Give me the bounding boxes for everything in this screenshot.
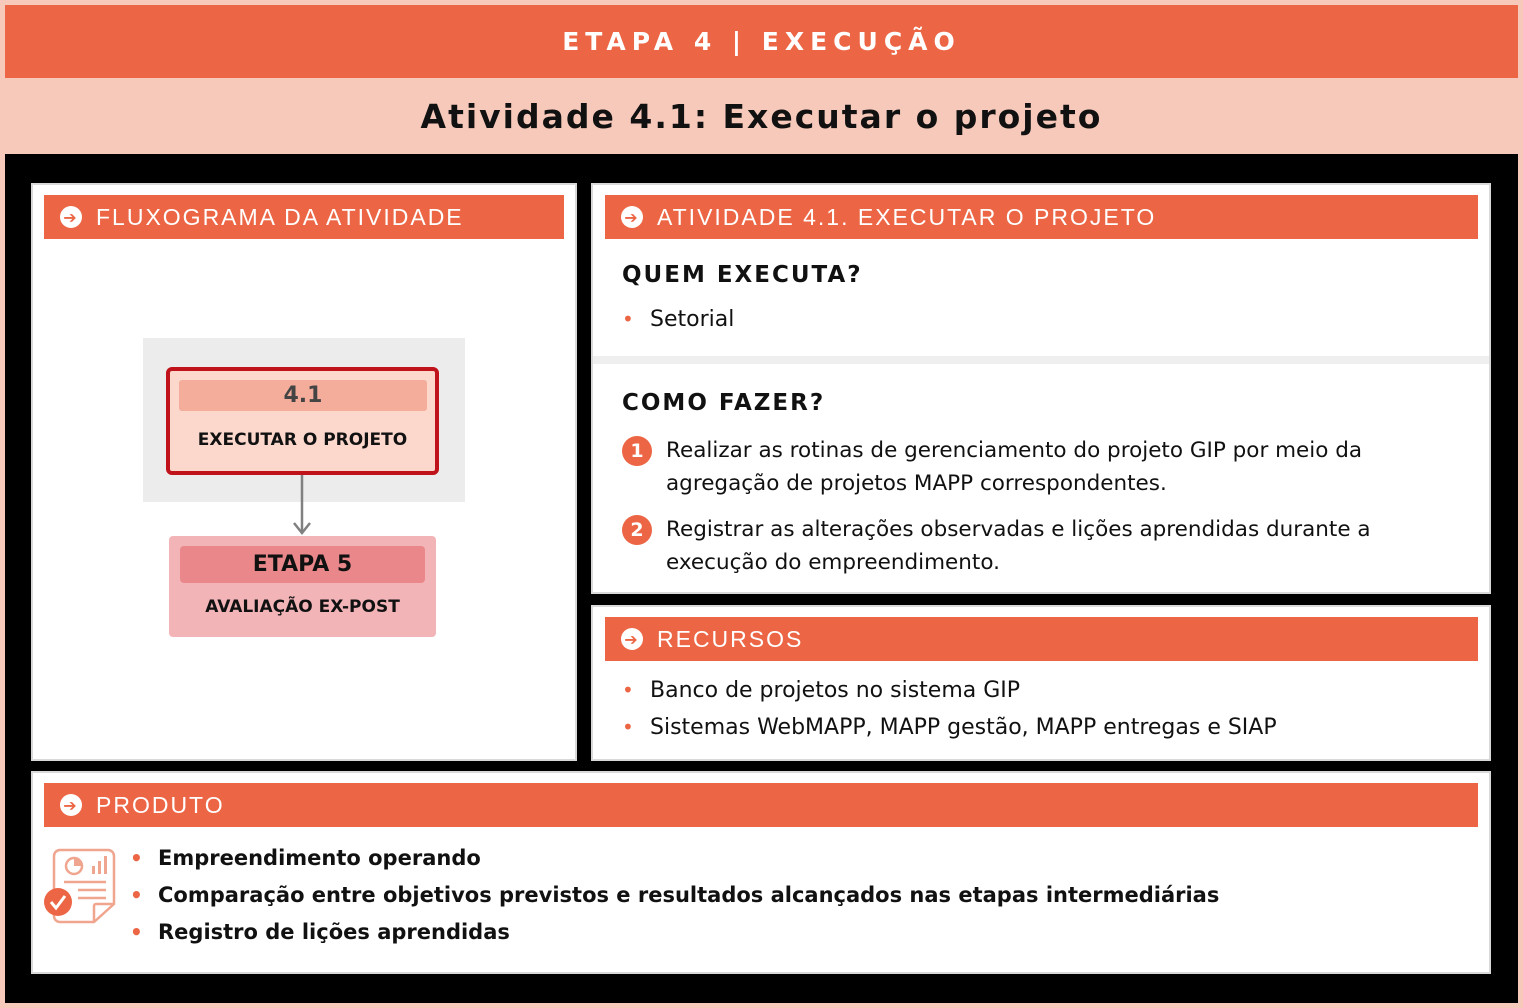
flow-node-next-number: ETAPA 5 [180, 546, 425, 583]
list-item: • Empreendimento operando [130, 846, 1219, 870]
resources-title: RECURSOS [657, 625, 804, 652]
arrow-right-circle-icon: ➔ [60, 794, 82, 816]
step-item [622, 434, 1422, 500]
flow-node-current [166, 367, 439, 475]
activity-title: Atividade 4.1: Executar o projeto [5, 78, 1518, 154]
step-number: 2 [622, 515, 652, 545]
flow-node-current-number: 4.1 [179, 380, 427, 411]
list-item: • Registro de lições aprendidas [130, 920, 1219, 944]
stage-banner: ETAPA 4 | EXECUÇÃO [5, 5, 1518, 78]
flowchart-header [44, 195, 564, 239]
activity-divider [593, 356, 1489, 364]
product-title: PRODUTO [96, 791, 225, 818]
list-item: • Sistemas WebMAPP, MAPP gestão, MAPP entregas e SIAP [622, 715, 1277, 740]
arrow-right-circle-icon: ➔ [621, 206, 643, 228]
list-item: • Banco de projetos no sistema GIP [622, 678, 1277, 703]
report-document-icon [42, 846, 122, 926]
who-title: QUEM EXECUTA? [622, 262, 863, 288]
how-title: COMO FAZER? [622, 390, 826, 416]
activity-header [605, 195, 1478, 239]
who-list [622, 307, 734, 332]
flow-arrow [290, 475, 314, 537]
step-item [622, 513, 1422, 579]
list-item: • Setorial [622, 307, 734, 332]
product-header [44, 783, 1478, 827]
flow-node-current-label: EXECUTAR O PROJETO [197, 430, 408, 450]
step-text: Registrar as alterações observadas e lições aprendidas durante a execução do empreendimento. [666, 517, 1371, 575]
resources-header [605, 617, 1478, 661]
flow-node-next-label: AVALIAÇÃO EX-POST [205, 597, 400, 617]
list-item: • Comparação entre objetivos previstos e resultados alcançados nas etapas intermediárias [130, 883, 1219, 907]
flow-node-next [169, 536, 436, 637]
step-text: Realizar as rotinas de gerenciamento do projeto GIP por meio da agregação de projetos MAPP correspondentes. [666, 438, 1363, 496]
flowchart-title: FLUXOGRAMA DA ATIVIDADE [96, 203, 464, 230]
activity-header-title: ATIVIDADE 4.1. EXECUTAR O PROJETO [657, 203, 1157, 230]
product-list [130, 846, 1219, 944]
step-number: 1 [622, 436, 652, 466]
arrow-right-circle-icon: ➔ [60, 206, 82, 228]
how-steps [622, 434, 1422, 579]
resources-list [622, 678, 1277, 740]
arrow-right-circle-icon: ➔ [621, 628, 643, 650]
